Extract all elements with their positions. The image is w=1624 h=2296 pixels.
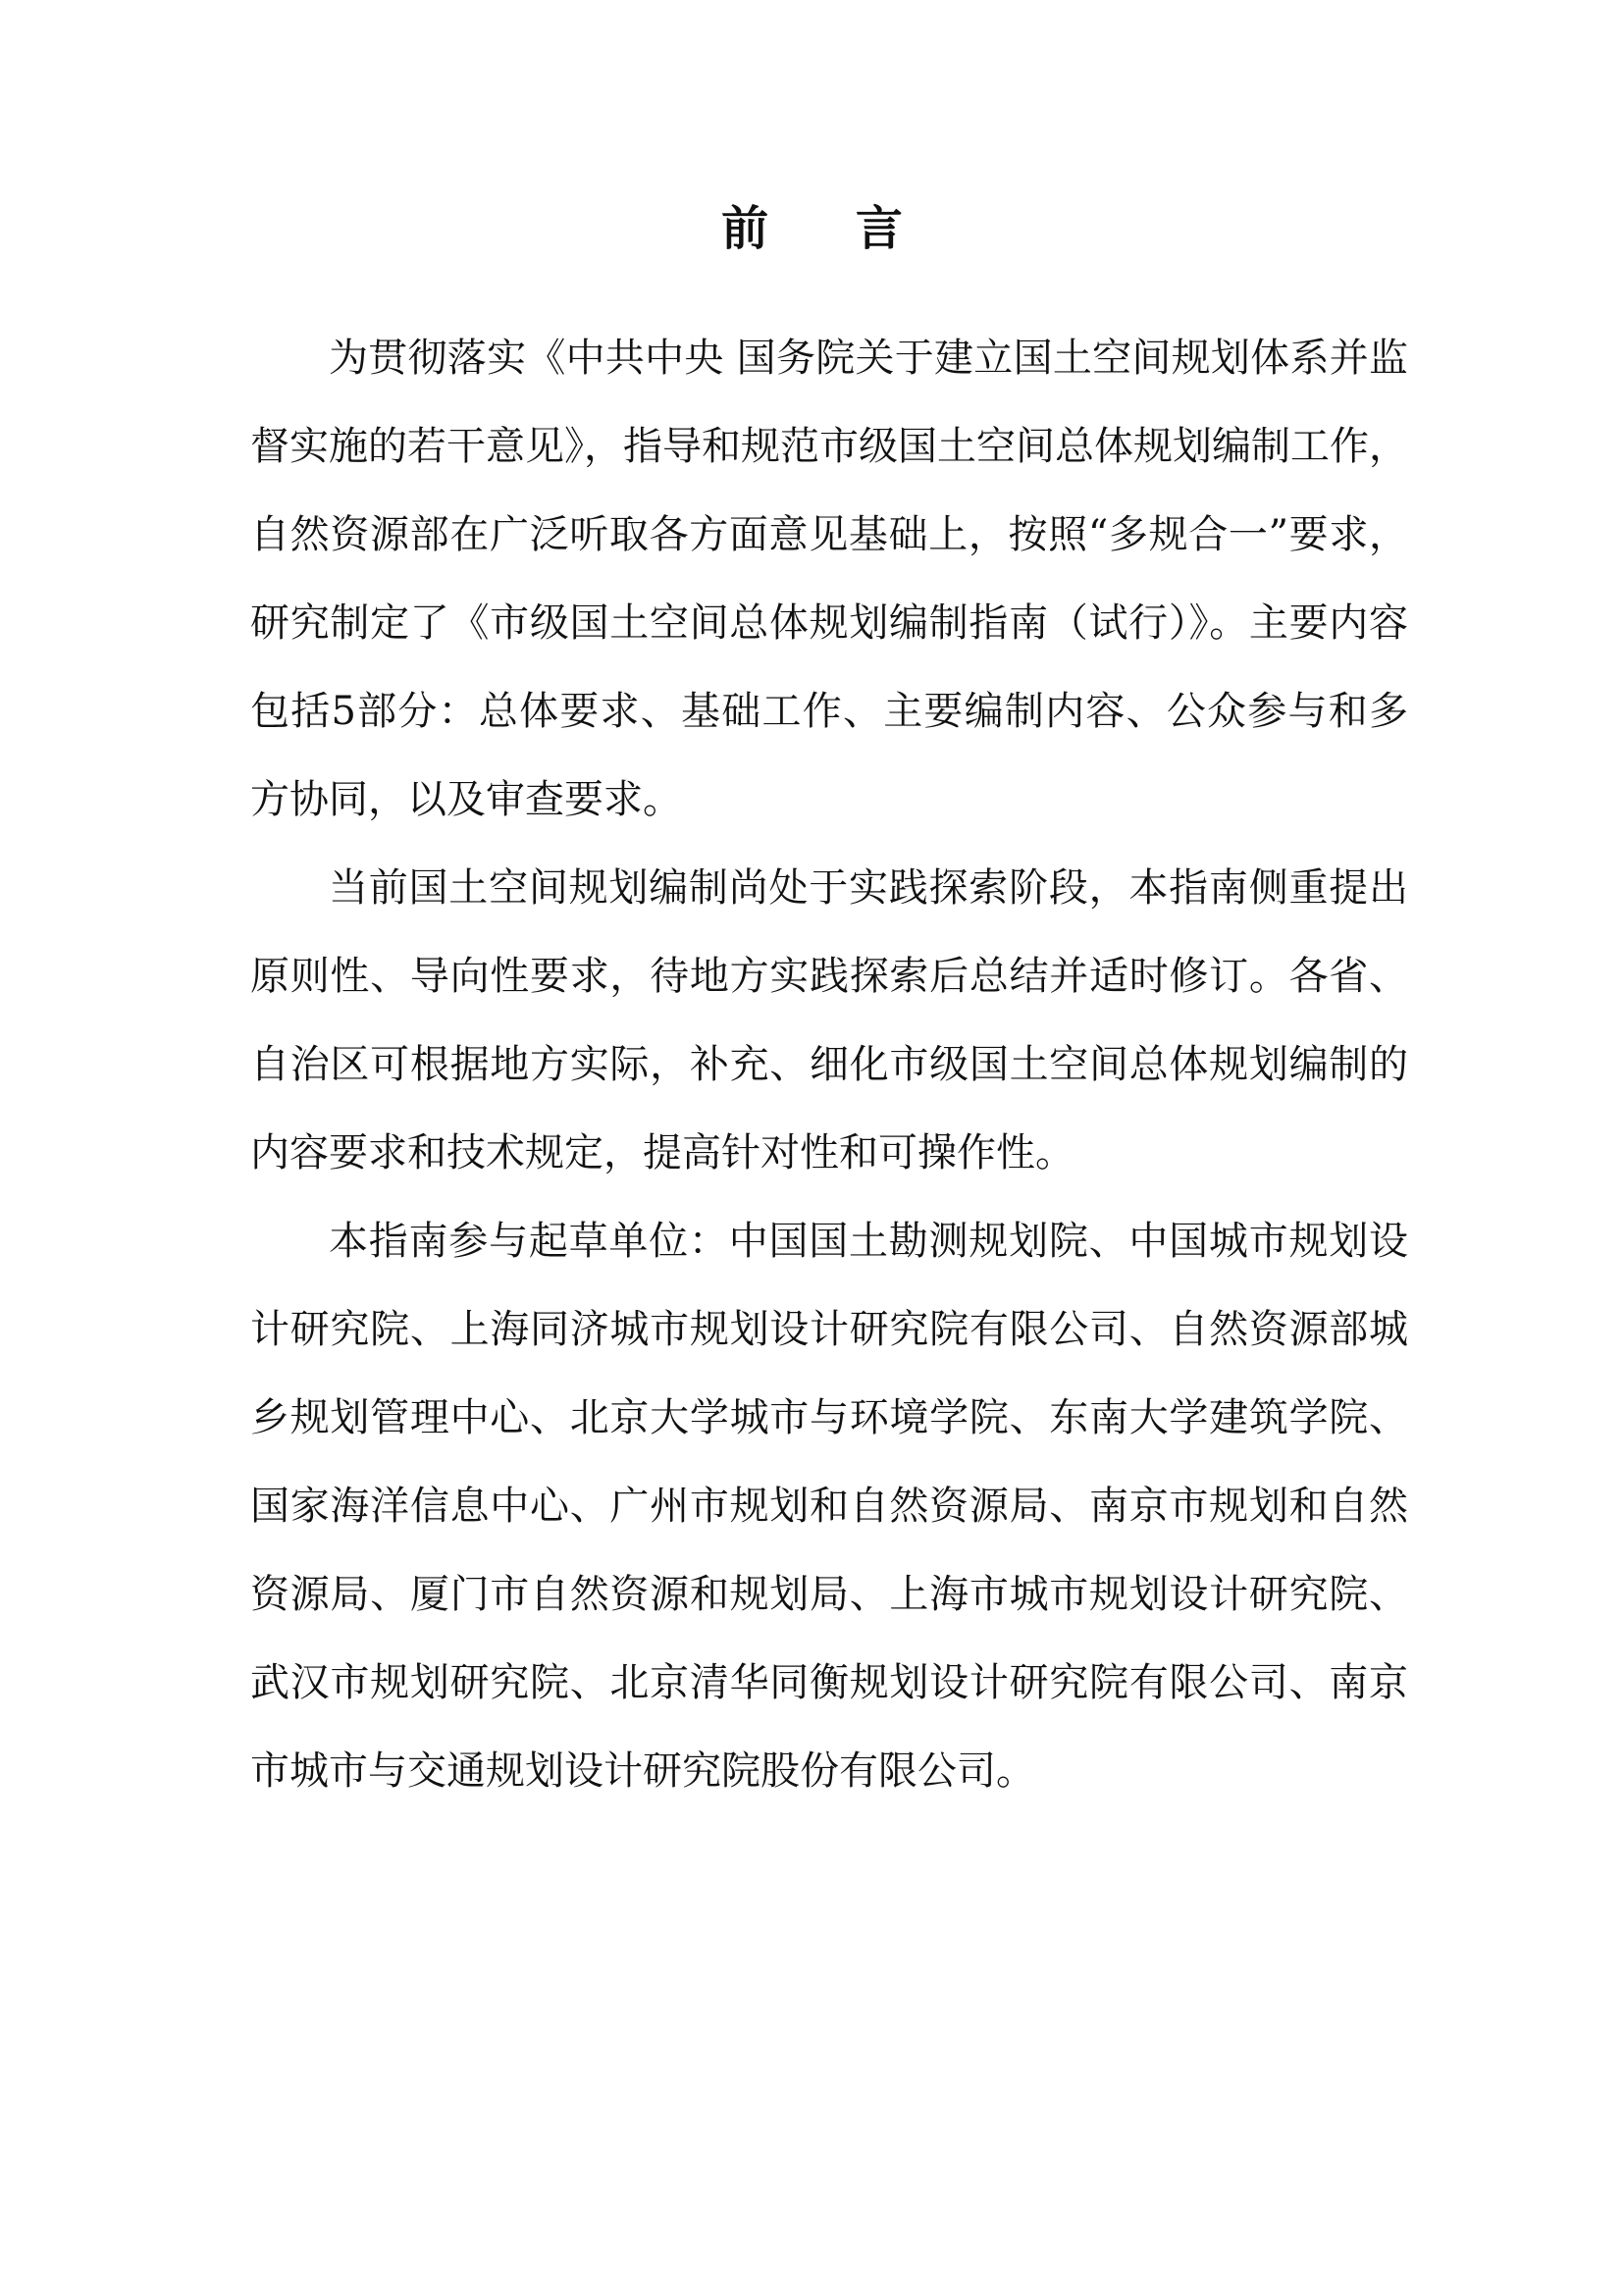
page-title: 前 言 <box>721 201 938 256</box>
paragraph-purpose: 为贯彻落实《中共中央 国务院关于建立国土空间规划体系并监督实施的若干意见》，指导和规范市级国土空间总体规划编制工作，自然资源部在广泛听取各方面意见基础上，按照“多规合一”要求，研究制定了《市级国土空间总体规划编制指南（试行）》。主要内容包括5部分：总体要求、基础工作、主要编制内容、公众参与和多方协同，以及审查要求。 <box>250 336 1408 822</box>
document-body <box>250 314 1408 1815</box>
paragraph-revision: 当前国土空间规划编制尚处于实践探索阶段，本指南侧重提出原则性、导向性要求，待地方实践探索后总结并适时修订。各省、自治区可根据地方实际，补充、细化市级国土空间总体规划编制的内容要求和技术规定，提高针对性和可操作性。 <box>250 865 1408 1175</box>
paragraph-drafting-units: 本指南参与起草单位：中国国土勘测规划院、中国城市规划设计研究院、上海同济城市规划设计研究院有限公司、自然资源部城乡规划管理中心、北京大学城市与环境学院、东南大学建筑学院、国家海洋信息中心、广州市规划和自然资源局、南京市规划和自然资源局、厦门市自然资源和规划局、上海市城市规划设计研究院、武汉市规划研究院、北京清华同衡规划设计研究院有限公司、南京市城市与交通规划设计研究院股份有限公司。 <box>250 1219 1408 1794</box>
